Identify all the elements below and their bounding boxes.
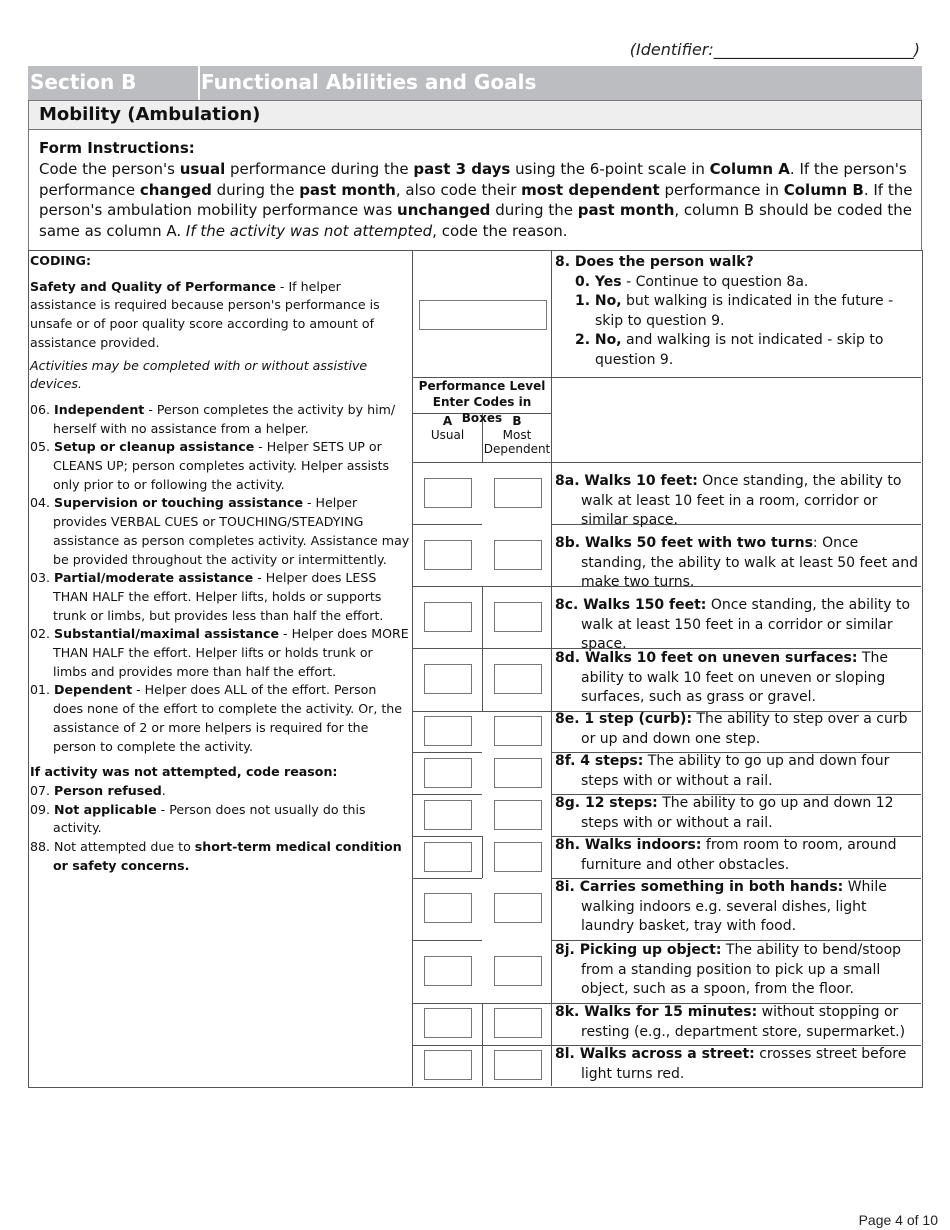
8c-most-dependent-box[interactable] — [494, 602, 542, 632]
safety-quality-text: Safety and Quality of Performance - If helper assistance is required because person's performance is unsafe or of poor quality score according to amount of assistance provided. — [30, 278, 380, 350]
8h-usual-box[interactable] — [424, 842, 472, 872]
grid-line — [482, 836, 483, 878]
8a-most-dependent-box[interactable] — [494, 478, 542, 508]
assistive-devices-note: Activities may be completed with or without assistive devices. — [30, 357, 368, 392]
identifier-field: (Identifier:_________________________) — [629, 40, 920, 59]
8k-most-dependent-box[interactable] — [494, 1008, 542, 1038]
8e-most-dependent-box[interactable] — [494, 716, 542, 746]
8b-usual-box[interactable] — [424, 540, 472, 570]
item-8a: 8a. Walks 10 feet: Once standing, the ability to walk at least 10 feet in a room, corridor or similar space. — [555, 473, 902, 528]
8h-most-dependent-box[interactable] — [494, 842, 542, 872]
column-b-header: B Most Dependent — [483, 414, 551, 456]
section-label: Section B — [30, 70, 137, 94]
instructions-text: Code the person's usual performance during the past 3 days using the 6-point scale in Column A. If the person's performance changed during the past month, also code their most dependent performance in Column B. If the person's ambulation mobility performance was unchanged during the past month, column B should be coded the same as column A. If the activity was not attempted, code the reason. — [39, 160, 913, 240]
q8-option-0: 0. Yes - Continue to question 8a. — [575, 273, 809, 290]
q8-option-2: 2. No, and walking is not indicated - skip to question 9. — [575, 332, 884, 368]
code-06: 06. Independent - Person completes the activity by him/ herself with no assistance from a helper. — [30, 401, 396, 436]
item-8h: 8h. Walks indoors: from room to room, around furniture and other obstacles. — [555, 837, 897, 873]
8i-most-dependent-box[interactable] — [494, 893, 542, 923]
mobility-subtitle: Mobility (Ambulation) — [39, 104, 261, 125]
q8-answer-box[interactable] — [419, 300, 547, 330]
not-attempted-heading: If activity was not attempted, code reason: — [30, 764, 338, 780]
item-8l: 8l. Walks across a street: crosses street before light turns red. — [555, 1046, 907, 1082]
section-header-bar — [28, 66, 922, 100]
8j-usual-box[interactable] — [424, 956, 472, 986]
q8-title: 8. Does the person walk? — [555, 254, 754, 270]
mobility-subtitle-bar — [28, 100, 922, 130]
8g-most-dependent-box[interactable] — [494, 800, 542, 830]
code-03: 03. Partial/moderate assistance - Helper does LESS THAN HALF the effort. Helper lifts, holds or supports trunk or limbs, but provides less than half the effort. — [30, 570, 384, 623]
item-8i: 8i. Carries something in both hands: While walking indoors e.g. several dishes, light laundry basket, tray with food. — [555, 879, 887, 934]
8f-most-dependent-box[interactable] — [494, 758, 542, 788]
item-8d: 8d. Walks 10 feet on uneven surfaces: The ability to walk 10 feet on uneven or sloping surfaces, such as grass or gravel. — [555, 650, 888, 705]
8l-usual-box[interactable] — [424, 1050, 472, 1080]
code-05: 05. Setup or cleanup assistance - Helper SETS UP or CLEANS UP; person completes activity. Helper assists only prior to or following the activity. — [30, 439, 390, 492]
reason-09: 09. Not applicable - Person does not usually do this activity. — [30, 801, 366, 836]
8i-usual-box[interactable] — [424, 893, 472, 923]
coding-legend — [30, 252, 410, 876]
code-04: 04. Supervision or touching assistance - Helper provides VERBAL CUES or TOUCHING/STEADYING assistance as person completes activity. Assistance may be provided throughout the activity or intermittently. — [30, 495, 410, 567]
column-a-header: A Usual — [430, 414, 465, 442]
item-8f: 8f. 4 steps: The ability to go up and down four steps with or without a rail. — [555, 753, 890, 789]
page-number: Page 4 of 10 — [858, 1212, 938, 1228]
section-title: Functional Abilities and Goals — [201, 70, 537, 94]
8b-most-dependent-box[interactable] — [494, 540, 542, 570]
8d-usual-box[interactable] — [424, 664, 472, 694]
8j-most-dependent-box[interactable] — [494, 956, 542, 986]
q8-option-1: 1. No, but walking is indicated in the future - skip to question 9. — [575, 293, 894, 329]
grid-line — [413, 794, 482, 795]
8e-usual-box[interactable] — [424, 716, 472, 746]
grid-line — [413, 462, 921, 463]
reason-07: 07. Person refused. — [30, 782, 166, 798]
instructions-heading: Form Instructions: — [39, 139, 195, 157]
8k-usual-box[interactable] — [424, 1008, 472, 1038]
performance-level-header: Performance Level Enter Codes in Boxes — [418, 379, 546, 425]
item-8j: 8j. Picking up object: The ability to bend/stoop from a standing position to pick up a small object, such as a spoon, from the floor. — [555, 942, 902, 997]
8a-usual-box[interactable] — [424, 478, 472, 508]
grid-line — [413, 940, 482, 941]
grid-line — [413, 524, 482, 525]
form-instructions — [28, 130, 922, 251]
grid-line — [413, 878, 482, 879]
8f-usual-box[interactable] — [424, 758, 472, 788]
8d-most-dependent-box[interactable] — [494, 664, 542, 694]
code-02: 02. Substantial/maximal assistance - Helper does MORE THAN HALF the effort. Helper lifts or holds trunk or limbs and provides more than half the effort. — [30, 626, 409, 679]
question-8 — [555, 253, 917, 370]
code-01: 01. Dependent - Helper does ALL of the effort. Person does none of the effort to complete the activity. Or, the assistance of 2 or more helpers is required for the person to complete the activity. — [30, 682, 403, 754]
section-divider — [198, 66, 200, 100]
grid-line — [413, 836, 482, 837]
reason-88: 88. Not attempted due to short-term medical condition or safety concerns. — [30, 839, 402, 873]
item-8b: 8b. Walks 50 feet with two turns: Once standing, the ability to walk at least 50 feet and make two turns. — [555, 535, 918, 590]
8l-most-dependent-box[interactable] — [494, 1050, 542, 1080]
8c-usual-box[interactable] — [424, 602, 472, 632]
8g-usual-box[interactable] — [424, 800, 472, 830]
item-8g: 8g. 12 steps: The ability to go up and down 12 steps with or without a rail. — [555, 795, 894, 831]
grid-line — [413, 752, 482, 753]
coding-heading: CODING: — [30, 253, 92, 268]
item-8e: 8e. 1 step (curb): The ability to step over a curb or up and down one step. — [555, 711, 908, 747]
item-8k: 8k. Walks for 15 minutes: without stopping or resting (e.g., department store, supermarket.) — [555, 1004, 906, 1040]
item-8c: 8c. Walks 150 feet: Once standing, the ability to walk at least 150 feet in a corridor or similar space. — [555, 597, 911, 652]
code-list — [30, 401, 410, 756]
